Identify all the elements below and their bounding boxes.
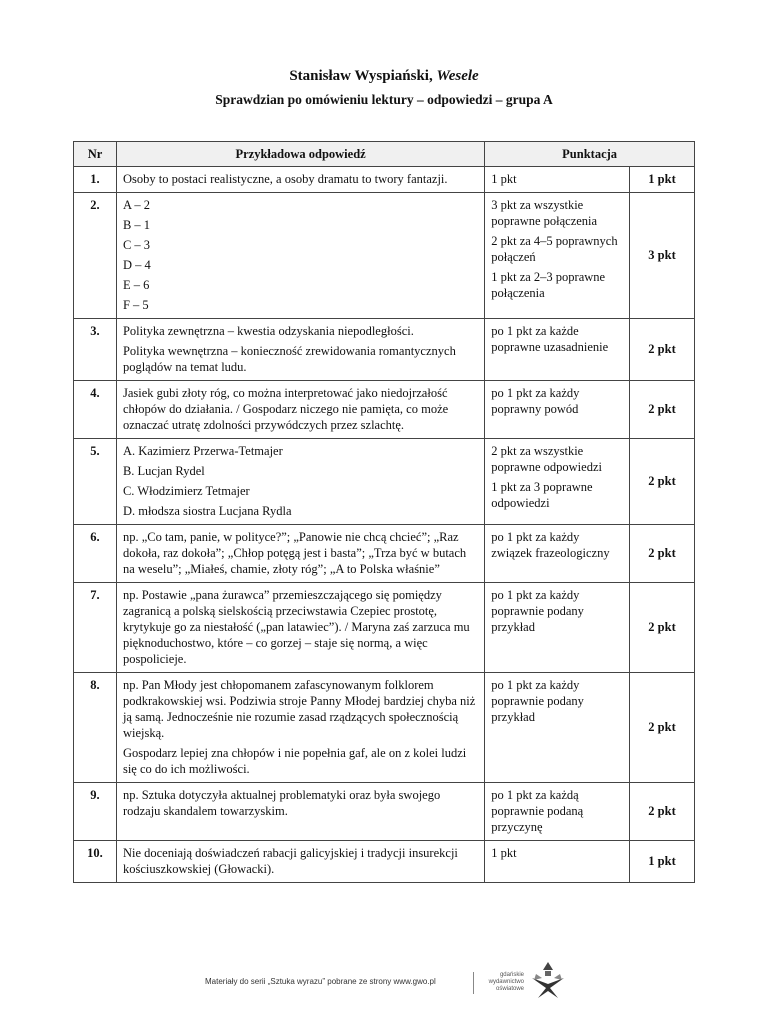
scoring-criteria <box>485 193 630 319</box>
scoring-line: po 1 pkt za każdy związek frazeologiczny <box>491 530 610 560</box>
answer-line: C – 3 <box>122 238 151 252</box>
scoring-line: 2 pkt za wszystkie poprawne odpowiedzi <box>491 444 602 474</box>
table-row <box>74 319 695 381</box>
table-row <box>74 841 695 883</box>
max-points: 2 pkt <box>630 439 695 525</box>
sample-answer <box>116 439 484 525</box>
answer-line: np. Sztuka dotyczyła aktualnej problematyki oraz była swojego rodzaju skandalem towarzyskim. <box>122 788 441 818</box>
title-work: Wesele <box>436 68 479 84</box>
sample-answer <box>116 673 484 783</box>
scoring-criteria <box>485 841 630 883</box>
answer-line: E – 6 <box>122 278 150 292</box>
scoring-criteria <box>485 583 630 673</box>
scoring-line: po 1 pkt za każde poprawne uzasadnienie <box>491 324 609 354</box>
title-author: Stanisław Wyspiański, <box>289 68 433 84</box>
max-points: 1 pkt <box>630 167 695 193</box>
answer-line: Jasiek gubi złoty róg, co można interpretować jako niedojrzałość chłopów do działania. / Gospodarz niczego nie pamięta, co może oznaczać utratę zdolności przywódczych przez szlachtę. <box>122 386 449 432</box>
question-number: 8. <box>74 673 117 783</box>
sample-answer <box>116 525 484 583</box>
answer-line: B – 1 <box>122 218 151 232</box>
scoring-criteria <box>485 319 630 381</box>
scoring-criteria <box>485 167 630 193</box>
max-points: 2 pkt <box>630 319 695 381</box>
table-row <box>74 381 695 439</box>
max-points: 2 pkt <box>630 783 695 841</box>
publisher-logo-text <box>478 972 524 993</box>
table-row <box>74 167 695 193</box>
question-number: 2. <box>74 193 117 319</box>
answer-line: A – 2 <box>122 198 151 212</box>
question-number: 7. <box>74 583 117 673</box>
sample-answer <box>116 381 484 439</box>
answer-line: np. Pan Młody jest chłopomanem zafascynowanym folklorem podkrakowskiej wsi. Podziwia stroje Panny Młodej bardziej chyba niż ją samą. Jednocześnie nie rozumie zasad rządzących społecznością wiejską. <box>122 678 476 740</box>
answer-line: C. Włodzimierz Tetmajer <box>122 484 250 498</box>
answer-line: Gospodarz lepiej zna chłopów i nie popełnia gaf, ale on z kolei ludzi się co do ich możliwości. <box>122 746 467 776</box>
document-title <box>0 68 768 85</box>
scoring-criteria <box>485 783 630 841</box>
scoring-line: po 1 pkt za każdy poprawny powód <box>491 386 580 416</box>
table-row <box>74 193 695 319</box>
table-row <box>74 439 695 525</box>
max-points: 2 pkt <box>630 583 695 673</box>
max-points: 1 pkt <box>630 841 695 883</box>
document-subtitle: Sprawdzian po omówieniu lektury – odpowiedzi – grupa A <box>215 92 553 107</box>
answer-line: B. Lucjan Rydel <box>122 464 205 478</box>
sample-answer <box>116 583 484 673</box>
question-number: 6. <box>74 525 117 583</box>
question-number: 10. <box>74 841 117 883</box>
question-number: 1. <box>74 167 117 193</box>
footer-text: Materiały do serii „Sztuka wyrazu” pobrane ze strony www.gwo.pl <box>205 977 436 986</box>
scoring-line: po 1 pkt za każdy poprawnie podany przykład <box>491 678 584 724</box>
sample-answer <box>116 841 484 883</box>
table-row <box>74 583 695 673</box>
question-number: 4. <box>74 381 117 439</box>
max-points: 2 pkt <box>630 673 695 783</box>
logo-line: wydawnictwo <box>488 979 524 985</box>
sample-answer <box>116 783 484 841</box>
scoring-criteria <box>485 525 630 583</box>
answer-line: Osoby to postaci realistyczne, a osoby dramatu to twory fantazji. <box>122 172 448 186</box>
max-points: 3 pkt <box>630 193 695 319</box>
question-number: 5. <box>74 439 117 525</box>
answer-line: Polityka wewnętrzna – konieczność zrewidowania romantycznych poglądów na temat ludu. <box>122 344 456 374</box>
logo-line: oświatowe <box>495 986 524 992</box>
table-row <box>74 783 695 841</box>
column-header-answer: Przykładowa odpowiedź <box>116 142 484 167</box>
scoring-criteria <box>485 381 630 439</box>
scoring-criteria <box>485 673 630 783</box>
max-points: 2 pkt <box>630 525 695 583</box>
column-header-points: Punktacja <box>485 142 695 167</box>
answer-line: A. Kazimierz Przerwa-Tetmajer <box>122 444 283 458</box>
scoring-criteria <box>485 439 630 525</box>
sample-answer <box>116 319 484 381</box>
answers-table <box>73 141 695 883</box>
scoring-line: po 1 pkt za każdy poprawnie podany przykład <box>491 588 584 634</box>
logo-line: gdańskie <box>499 972 524 978</box>
answer-line: Polityka zewnętrzna – kwestia odzyskania niepodległości. <box>122 324 414 338</box>
scoring-line: po 1 pkt za każdą poprawnie podaną przyczynę <box>491 788 584 834</box>
table-header-row <box>74 142 695 167</box>
scoring-line: 1 pkt <box>491 172 517 186</box>
table-row <box>74 525 695 583</box>
answer-line: D – 4 <box>122 258 151 272</box>
answer-line: np. Postawie „pana żurawca” przemieszczającego się pomiędzy zagranicą a polską sielskością przeciwstawia Czepiec prostotę, krytykuje go za niestałość („pan latawiec”). / Maryna zaś zarzuca mu pięknoduchostwo, które – co gorzej – staje się normą, a więc pospolicieje. <box>122 588 470 666</box>
page-footer <box>0 972 768 1002</box>
scoring-line: 3 pkt za wszystkie poprawne połączenia <box>491 198 598 228</box>
scoring-line: 1 pkt za 3 poprawne odpowiedzi <box>491 480 593 510</box>
scoring-line: 1 pkt za 2–3 poprawne połączenia <box>491 270 606 300</box>
sample-answer <box>116 193 484 319</box>
answer-line: D. młodsza siostra Lucjana Rydla <box>122 504 292 518</box>
table-row <box>74 673 695 783</box>
column-header-nr: Nr <box>74 142 117 167</box>
answer-line: Nie doceniają doświadczeń rabacji galicyjskiej i tradycji insurekcji kościuszkowskiej (Głowacki). <box>122 846 458 876</box>
max-points: 2 pkt <box>630 381 695 439</box>
gwo-logo-icon <box>528 960 568 1000</box>
footer-divider <box>473 972 474 994</box>
answer-line: np. „Co tam, panie, w polityce?”; „Panowie nie chcą chcieć”; „Raz dokoła, raz dokoła”; „Chłop potęgą jest i basta”; „Trza być w butach na weselu”; „Miałeś, chamie, złoty róg”; „A to Polska właśnie” <box>122 530 467 576</box>
question-number: 3. <box>74 319 117 381</box>
scoring-line: 2 pkt za 4–5 poprawnych połączeń <box>491 234 618 264</box>
table-body <box>74 167 695 883</box>
sample-answer <box>116 167 484 193</box>
scoring-line: 1 pkt <box>491 846 517 860</box>
answer-line: F – 5 <box>122 298 149 312</box>
question-number: 9. <box>74 783 117 841</box>
